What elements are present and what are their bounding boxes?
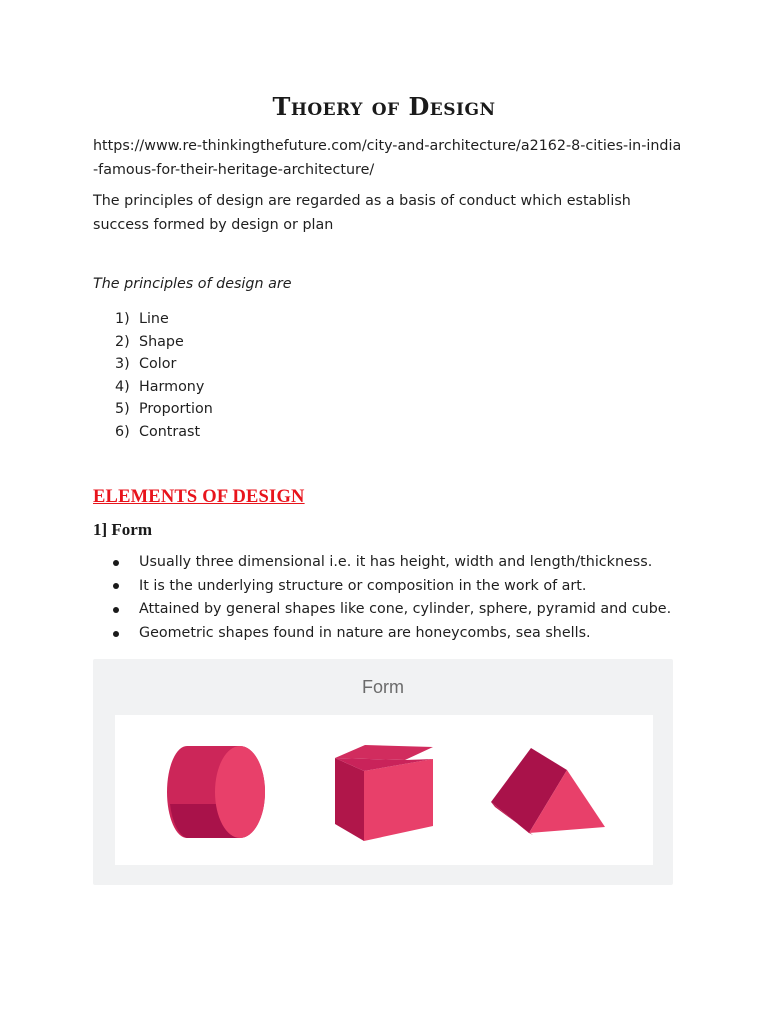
document-title: Thoery of Design bbox=[272, 92, 496, 121]
principles-heading: The principles of design are bbox=[93, 276, 292, 292]
prism-icon bbox=[491, 748, 605, 835]
list-number: 3) bbox=[115, 356, 130, 373]
list-item bbox=[115, 331, 213, 354]
list-item bbox=[115, 421, 213, 444]
bullet-icon bbox=[113, 583, 119, 589]
bullet-icon bbox=[113, 631, 119, 637]
bullet-text: Attained by general shapes like cone, cylinder, sphere, pyramid and cube. bbox=[139, 601, 672, 618]
bullet-icon bbox=[113, 607, 119, 613]
list-label: Shape bbox=[139, 333, 184, 350]
bullet-text: Usually three dimensional i.e. it has height, width and length/thickness. bbox=[139, 554, 653, 570]
figure-title: Form bbox=[362, 677, 404, 697]
intro-paragraph: The principles of design are regarded as a basis of conduct which establish success formed by design or plan bbox=[93, 193, 631, 233]
list-number: 6) bbox=[115, 423, 130, 440]
list-item bbox=[115, 353, 213, 376]
source-url: https://www.re-thinkingthefuture.com/city-and-architecture/a2162-8-cities-in-india-famous-for-their-heritage-architecture/ bbox=[93, 138, 682, 178]
bullet-text: It is the underlying structure or composition in the work of art. bbox=[139, 577, 587, 594]
list-label: Line bbox=[139, 311, 169, 327]
elements-heading: ELEMENTS OF DESIGN bbox=[93, 487, 305, 507]
list-number: 1) bbox=[115, 311, 130, 327]
list-item bbox=[115, 308, 213, 331]
list-item bbox=[115, 376, 213, 399]
list-number: 5) bbox=[115, 401, 130, 418]
cylinder-icon bbox=[167, 746, 265, 838]
bullet-text: Geometric shapes found in nature are honeycombs, sea shells. bbox=[139, 624, 591, 641]
list-item bbox=[113, 551, 703, 575]
shapes-illustration bbox=[115, 715, 653, 865]
list-number: 4) bbox=[115, 378, 130, 395]
form-figure bbox=[93, 659, 673, 885]
list-item bbox=[113, 575, 703, 599]
list-label: Contrast bbox=[139, 423, 201, 440]
list-label: Color bbox=[139, 356, 177, 373]
cube-icon bbox=[335, 745, 433, 841]
bullet-icon bbox=[113, 560, 119, 566]
list-number: 2) bbox=[115, 333, 130, 350]
principles-list bbox=[115, 308, 213, 444]
form-heading: 1] Form bbox=[93, 520, 153, 539]
list-item bbox=[113, 622, 703, 646]
list-label: Proportion bbox=[139, 401, 213, 418]
list-item bbox=[113, 598, 703, 622]
figure-panel bbox=[115, 715, 653, 865]
form-bullets bbox=[113, 551, 703, 645]
list-label: Harmony bbox=[139, 378, 205, 395]
list-item bbox=[115, 398, 213, 421]
